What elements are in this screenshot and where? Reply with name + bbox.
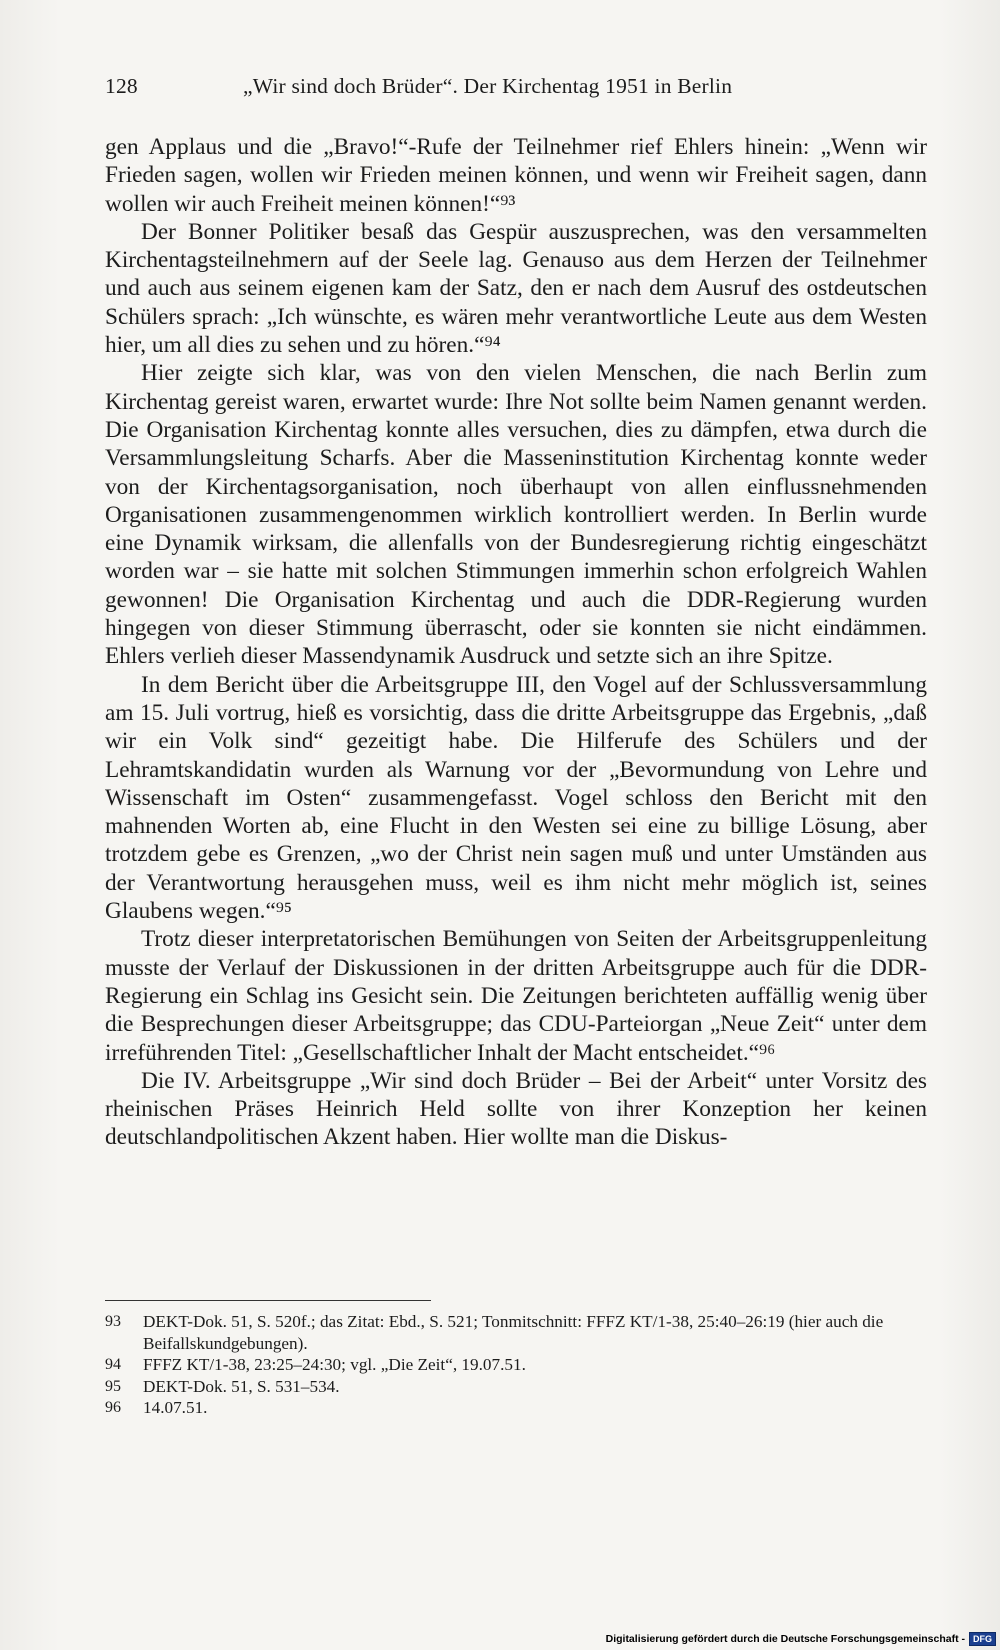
footnote-text: DEKT-Dok. 51, S. 520f.; das Zitat: Ebd., S. 521; Tonmitschnitt: FFFZ KT/1-38, 25:40–26:19 (hier auch die Beifallskundgebungen). <box>143 1312 884 1353</box>
footnote <box>105 1311 927 1354</box>
running-head: „Wir sind doch Brüder“. Der Kirchentag 1951 in Berlin <box>243 74 733 98</box>
footnotes <box>105 1311 927 1419</box>
dfg-logo: DFG <box>969 1632 996 1646</box>
footnote-number: 93 <box>105 1313 121 1330</box>
footnote-number: 95 <box>105 1377 121 1395</box>
footnote <box>105 1376 927 1398</box>
footnote-number: 94 <box>105 1356 121 1373</box>
paragraph: Der Bonner Politiker besaß das Gespür auszusprechen, was den versammelten Kirchentagsteilnehmern auf der Seele lag. Genauso aus dem Herzen der Teilnehmer und auch aus seinem eigenen kam der Satz, den er nach dem Ausruf des ostdeutschen Schülers sprach: „Ich wünschte, es wären mehr verantwortliche Leute aus dem Westen hier, um all dies zu sehen und zu hören.“⁹⁴ <box>105 218 927 359</box>
footnote-number: 96 <box>105 1399 121 1416</box>
paragraph: Trotz dieser interpretatorischen Bemühungen von Seiten der Arbeitsgruppenleitung musste der Verlauf der Diskussionen in der dritten Arbeitsgruppe auch für die DDR-Regierung ein Schlag ins Gesicht sein. Die Zeitungen berichteten auffällig wenig über die Besprechungen dieser Arbeitsgruppe; das CDU-Parteiorgan „Neue Zeit“ unter dem irreführenden Titel: „Gesellschaftlicher Inhalt der Macht entscheidet.“⁹⁶ <box>105 926 927 1066</box>
digitization-credit <box>606 1632 996 1646</box>
footnote-divider <box>105 1300 431 1301</box>
page-header <box>105 74 895 114</box>
footnote-text: DEKT-Dok. 51, S. 531–534. <box>143 1376 340 1396</box>
footnote <box>105 1397 927 1419</box>
paragraph: In dem Bericht über die Arbeitsgruppe III, den Vogel auf der Schlussversammlung am 15. Juli vortrug, hieß es vorsichtig, dass die dritte Arbeitsgruppe das Ergebnis, „daß wir ein Volk sind“ gezeitigt habe. Die Hilferufe des Schülers und der Lehramtskandidatin wurden als Warnung vor der „Bevormundung von Lehre und Wissenschaft im Osten“ zusammengefasst. Vogel schloss den Bericht mit den mahnenden Worten ab, eine Flucht in den Westen sei eine zu billige Lösung, aber trotzdem gebe es Grenzen, „wo der Christ nein sagen muß und unter Umständen aus der Verantwortung herausgehen muss, weil es ihm nicht mehr möglich ist, seines Glaubens wegen.“⁹⁵ <box>105 671 927 925</box>
footnote-text: FFFZ KT/1-38, 23:25–24:30; vgl. „Die Zeit“, 19.07.51. <box>143 1355 526 1374</box>
credit-text: Digitalisierung gefördert durch die Deutsche Forschungsgemeinschaft - <box>605 1633 965 1645</box>
page-number: 128 <box>105 74 138 98</box>
body-text <box>105 133 927 1152</box>
footnote <box>105 1354 927 1376</box>
paragraph: gen Applaus und die „Bravo!“-Rufe der Teilnehmer rief Ehlers hinein: „Wenn wir Frieden sagen, wollen wir Frieden meinen können, und wenn wir Freiheit sagen, dann wollen wir auch Freiheit meinen können!“⁹³ <box>105 134 927 217</box>
paragraph: Die IV. Arbeitsgruppe „Wir sind doch Brüder – Bei der Arbeit“ unter Vorsitz des rheinischen Präses Heinrich Held sollte von ihrer Konzeption her keinen deutschlandpolitischen Akzent haben. Hier wollte man die Diskus- <box>105 1067 927 1151</box>
paragraph: Hier zeigte sich klar, was von den vielen Menschen, die nach Berlin zum Kirchentag gereist waren, erwartet wurde: Ihre Not sollte beim Namen genannt werden. Die Organisation Kirchentag konnte alles versuchen, dies zu dämpfen, etwa durch die Versammlungsleitung Scharfs. Aber die Masseninstitution Kirchentag konnte weder von der Kirchentagsorganisation, noch überhaupt von allen einflussnehmenden Organisationen zusammengenommen wirklich kontrolliert werden. In Berlin wurde eine Dynamik wirksam, die allenfalls von der Bundesregierung richtig eingeschätzt worden war – sie hatte mit solchen Stimmungen immerhin schon erfolgreich Wahlen gewonnen! Die Organisation Kirchentag und auch die DDR-Regierung wurden hingegen von dieser Stimmung überrascht, oder sie konnten sie nicht eindämmen. Ehlers verlieh dieser Massendynamik Ausdruck und setzte sich an ihre Spitze. <box>105 360 927 670</box>
footnote-text: 14.07.51. <box>143 1398 208 1417</box>
